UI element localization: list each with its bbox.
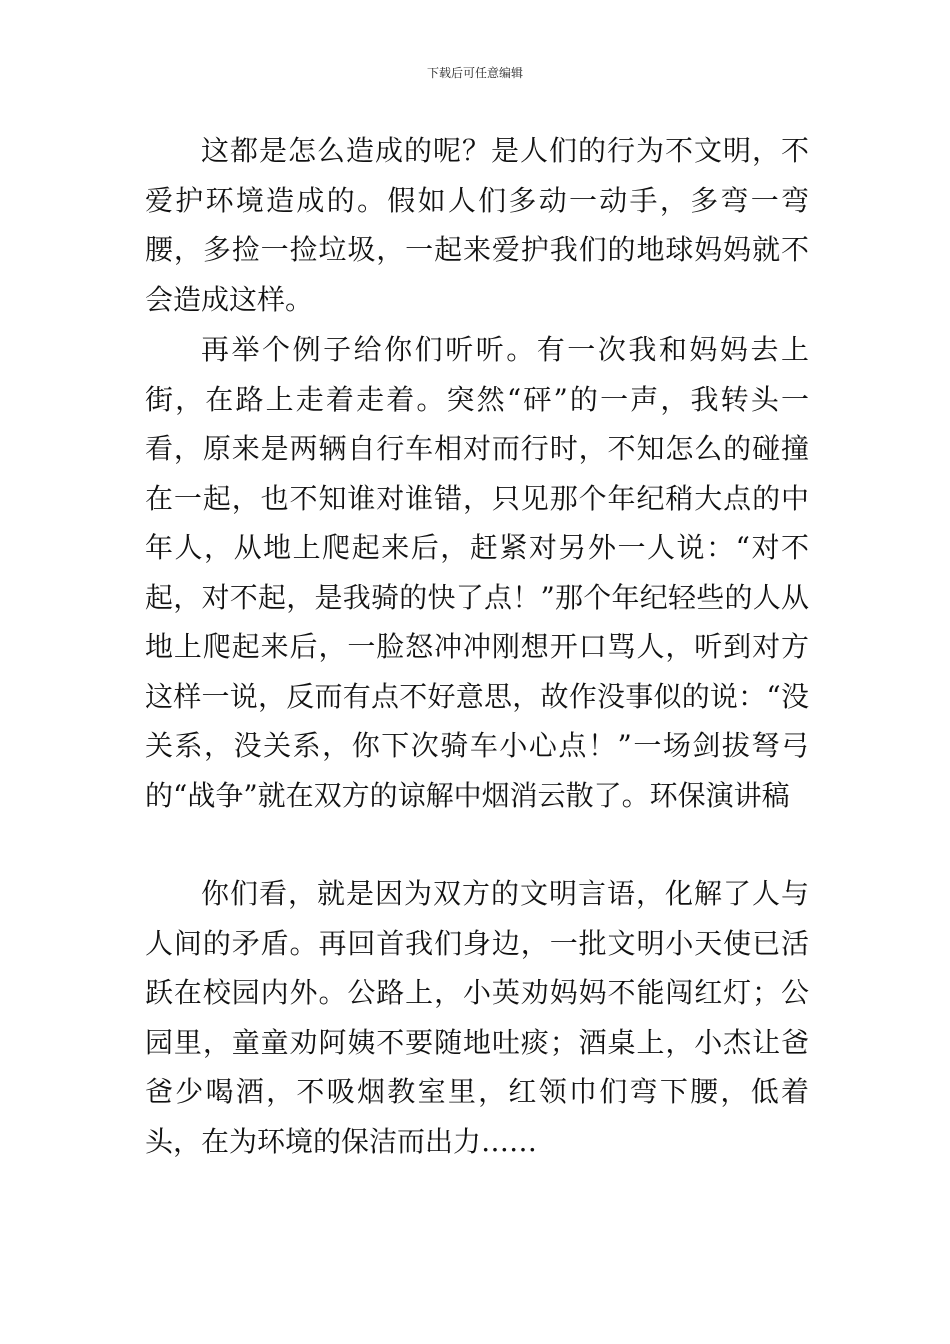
header-note: 下载后可任意编辑 (426, 66, 523, 80)
paragraph-3: 你们看，就是因为双方的文明言语，化解了人与人间的矛盾。再回首我们身边，一批文明小天使已活跃在校园内外。公路上，小英劝妈妈不能闯红灯；公园里，童童劝阿姨不要随地吐痰；酒桌上，小杰让爸爸少喝酒，不吸烟教室里，红领巾们弯下腰，低着头，在为环境的保洁而出力…… (145, 877, 809, 1158)
paragraph-1: 这都是怎么造成的呢？是人们的行为不文明，不爱护环境造成的。假如人们多动一动手，多弯一弯腰，多捡一捡垃圾，一起来爱护我们的地球妈妈就不会造成这样。 (145, 134, 809, 316)
paragraph-2: 再举个例子给你们听听。有一次我和妈妈去上街，在路上走着走着。突然“砰”的一声，我转头一看，原来是两辆自行车相对而行时，不知怎么的碰撞在一起，也不知谁对谁错，只见那个年纪稍大点的中年人，从地上爬起来后，赶紧对另外一人说：“对不起，对不起，是我骑的快了点！”那个年纪轻些的人从地上爬起来后，一脸怒冲冲刚想开口骂人，听到对方这样一说，反而有点不好意思，故作没事似的说：“没关系，没关系，你下次骑车小心点！”一场剑拔弩弓的“战争”就在双方的谅解中烟消云散了。环保演讲稿 (145, 333, 809, 812)
